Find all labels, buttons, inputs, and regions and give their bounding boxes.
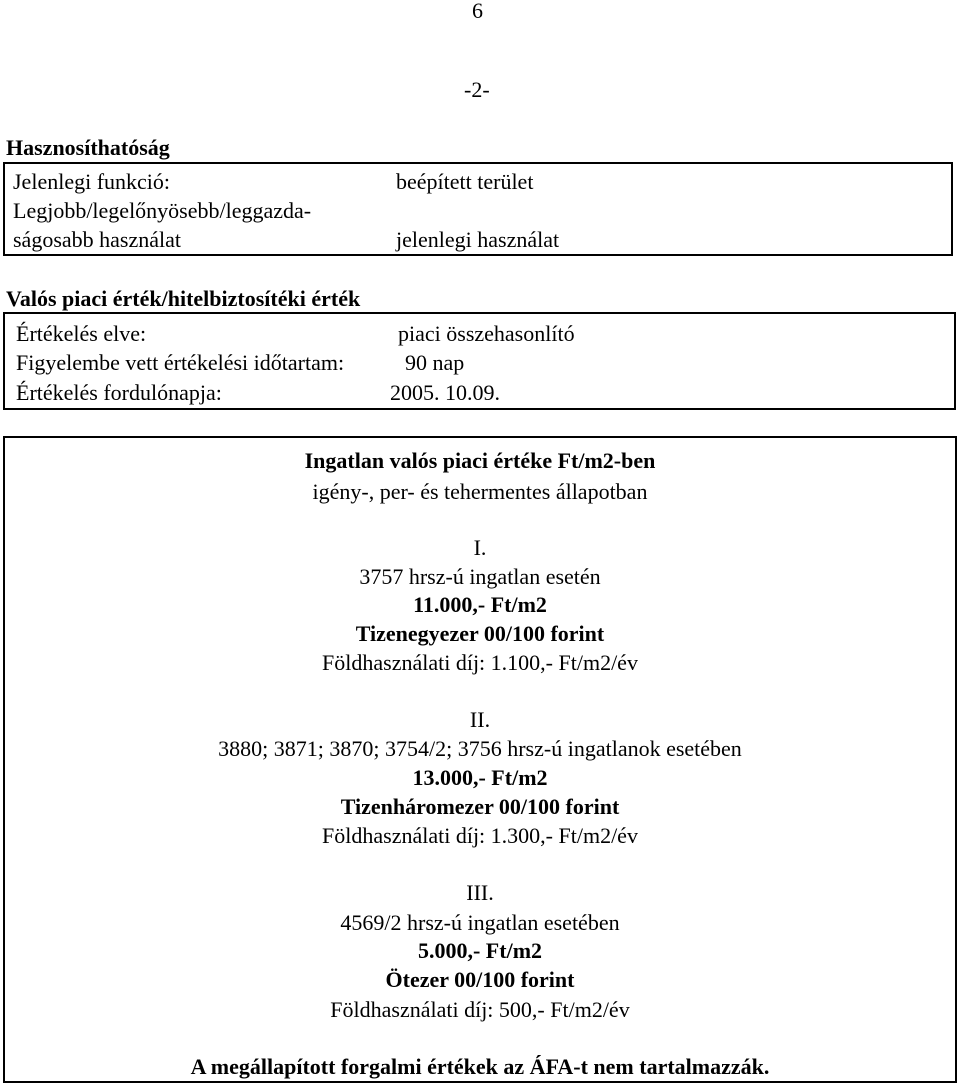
item-2-land-use-fee: Földhasználati díj: 1.300,- Ft/m2/év (322, 823, 638, 848)
date-value: 2005. 10.09. (390, 380, 500, 405)
item-3-price: 5.000,- Ft/m2 (417, 938, 543, 963)
item-2-price: 13.000,- Ft/m2 (412, 765, 548, 790)
usability-box (3, 162, 953, 256)
valuation-heading: Valós piaci érték/hitelbiztosítéki érték (6, 286, 361, 311)
item-3-roman: III. (466, 880, 494, 905)
page-number: 6 (472, 0, 483, 23)
item-1-description: 3757 hrsz-ú ingatlan esetén (359, 564, 601, 589)
item-2-roman: II. (469, 707, 491, 732)
principle-label: Értékelés elve: (16, 321, 147, 346)
best-use-label-line2: ságosabb használat (13, 227, 181, 252)
item-3-price-words: Ötezer 00/100 forint (385, 967, 575, 992)
best-use-label-line1: Legjobb/legelőnyösebb/leggazda- (13, 198, 312, 223)
page-sub-number: -2- (464, 77, 490, 102)
item-1-price-words: Tizenegyezer 00/100 forint (355, 621, 605, 646)
period-label: Figyelembe vett értékelési időtartam: (16, 350, 345, 375)
item-1-roman: I. (473, 535, 487, 560)
principle-value: piaci összehasonlító (398, 321, 575, 346)
current-function-label: Jelenlegi funkció: (13, 169, 171, 194)
period-value: 90 nap (405, 350, 465, 375)
date-label: Értékelés fordulónapja: (16, 380, 222, 405)
market-value-box (3, 436, 957, 1083)
item-1-price: 11.000,- Ft/m2 (413, 592, 547, 617)
item-3-description: 4569/2 hrsz-ú ingatlan esetében (340, 910, 620, 935)
item-2-description: 3880; 3871; 3870; 3754/2; 3756 hrsz-ú ingatlanok esetében (218, 736, 742, 761)
market-value-title: Ingatlan valós piaci értéke Ft/m2-ben (304, 448, 656, 473)
market-value-subtitle: igény-, per- és tehermentes állapotban (312, 479, 648, 504)
item-1-land-use-fee: Földhasználati díj: 1.100,- Ft/m2/év (322, 650, 638, 675)
vat-note: A megállapított forgalmi értékek az ÁFA-t nem tartalmazzák. (190, 1054, 770, 1079)
item-3-land-use-fee: Földhasználati díj: 500,- Ft/m2/év (330, 997, 630, 1022)
valuation-box (3, 312, 956, 410)
current-function-value: beépített terület (396, 169, 534, 194)
best-use-value: jelenlegi használat (396, 227, 560, 252)
usability-heading: Hasznosíthatóság (6, 135, 170, 160)
item-2-price-words: Tizenháromezer 00/100 forint (340, 794, 620, 819)
